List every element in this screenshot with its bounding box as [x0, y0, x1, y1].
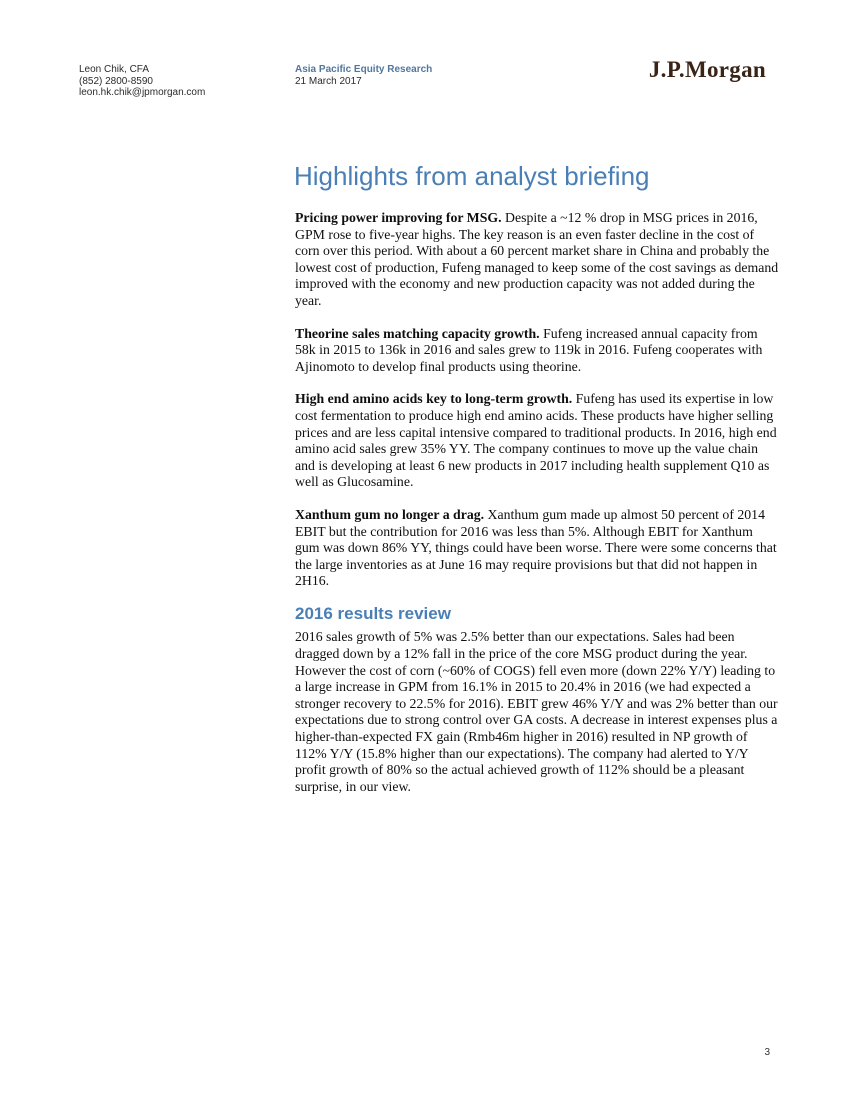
jpmorgan-logo: J.P.Morgan [648, 57, 766, 82]
research-division-block [295, 64, 432, 87]
analyst-phone: (852) 2800-8590 [79, 75, 153, 87]
section-heading-2016-results: 2016 results review [295, 603, 451, 623]
page-number: 3 [764, 1047, 770, 1058]
paragraph-amino-acids [295, 391, 779, 491]
paragraph-xanthum-gum [295, 507, 779, 590]
paragraph-results-review: 2016 sales growth of 5% was 2.5% better than our expectations. Sales had been dragged down by a 12% fall in the price of the core MSG product during the year. However the cost of corn (~60% of COGS) fell even more (down 22% Y/Y) leading to a large increase in GPM from 16.1% in 2015 to 20.4% in 2016 (we had expected a stronger recovery to 22.5% for 2016). EBIT grew 46% Y/Y and was 2% better than our expectations due to strong control over GA costs. A decrease in interest expenses plus a higher-than-expected FX gain (Rmb46m higher in 2016) resulted in NP growth of 112% Y/Y (15.8% higher than our expectations). The company had alerted to Y/Y profit growth of 80% so the actual achieved growth of 112% should be a pleasant surprise, in our view. [295, 629, 778, 794]
page-title: Highlights from analyst briefing [294, 161, 650, 191]
paragraph-lead: Xanthum gum no longer a drag. [295, 506, 485, 522]
research-division-label: Asia Pacific Equity Research [295, 64, 433, 75]
paragraph-theorine-sales [295, 326, 779, 376]
paragraph-text: Fufeng has used its expertise in low cost fermentation to produce high end amino acids. These products have higher selling prices and are less capital intensive compared to traditional products. In 2016, high end amino acid sales grew 35% YY. The company continues to move up the value chain and is developing at least 6 new products in 2017 including health supplement Q10 as well as Glucosamine. [295, 391, 777, 490]
paragraph-text: Xanthum gum made up almost 50 percent of 2014 EBIT but the contribution for 2016 was less than 5%. Although EBIT for Xanthum gum was down 86% YY, things could have been worse. There were some concerns that the large inventories as at June 16 may require provisions but that did not happen in 2H16. [295, 506, 777, 589]
paragraph-lead: High end amino acids key to long-term growth. [295, 391, 573, 407]
paragraph-lead: Pricing power improving for MSG. [295, 210, 502, 225]
analyst-name: Leon Chik, CFA [79, 64, 150, 75]
body-column [295, 210, 779, 811]
analyst-email: leon.hk.chik@jpmorgan.com [79, 87, 206, 98]
report-date: 21 March 2017 [295, 75, 362, 87]
paragraph-text: Fufeng increased annual capacity from 58k in 2015 to 136k in 2016 and sales grew to 119k in 2016. Fufeng cooperates with Ajinomoto to develop final products using theorine. [295, 325, 763, 374]
paragraph-text: Despite a ~12 % drop in MSG prices in 2016, GPM rose to five-year highs. The key reason is an even faster decline in the cost of corn over this period. With about a 60 percent market share in China and probably the lowest cost of production, Fufeng managed to keep some of the cost savings as demand improved with the economy and new production capacity was not added during the year. [295, 210, 779, 308]
analyst-contact-block [79, 64, 205, 99]
paragraph-lead: Theorine sales matching capacity growth. [295, 325, 540, 341]
paragraph-pricing-power [295, 210, 779, 310]
